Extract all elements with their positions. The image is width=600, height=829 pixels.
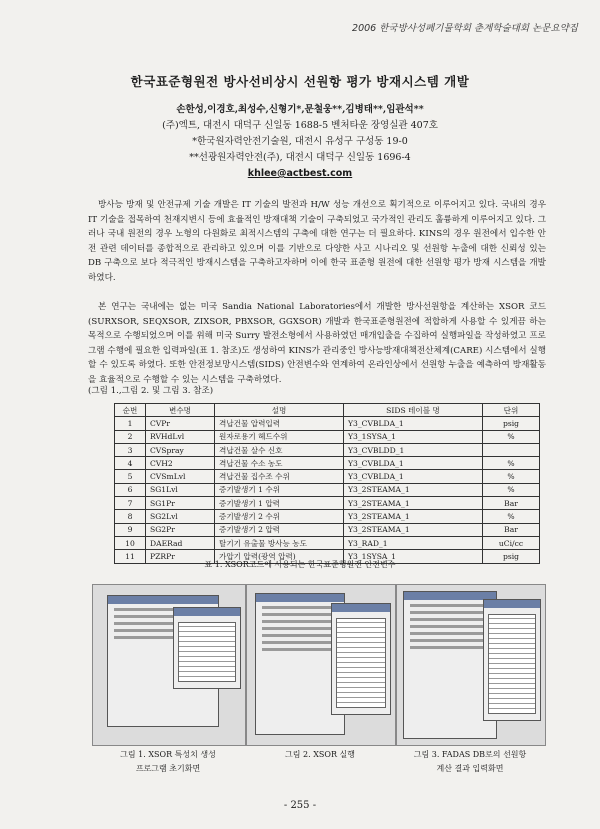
table-cell: SG1Pr bbox=[146, 497, 215, 510]
col-header: 단위 bbox=[483, 404, 540, 417]
table-cell: % bbox=[483, 470, 540, 483]
screenshot-figure-2 bbox=[246, 584, 396, 746]
table-cell: 8 bbox=[115, 510, 146, 523]
table-cell: CVSmLvl bbox=[146, 470, 215, 483]
table-row bbox=[115, 457, 540, 470]
col-header: 설명 bbox=[215, 404, 344, 417]
table-cell: Y3_CVBLDA_1 bbox=[344, 470, 483, 483]
figure-3-caption bbox=[396, 748, 544, 776]
table-row bbox=[115, 430, 540, 443]
table-cell: SG1Lvl bbox=[146, 483, 215, 496]
col-header: SIDS 테이블 명 bbox=[344, 404, 483, 417]
table-cell: 격납건물 집수조 수위 bbox=[215, 470, 344, 483]
table-cell: 증기발생기 2 수위 bbox=[215, 510, 344, 523]
table-cell: % bbox=[483, 483, 540, 496]
conference-header: 2006 한국방사성폐기물학회 춘계학술대회 논문요약집 bbox=[352, 23, 578, 34]
table-cell: 증기발생기 2 압력 bbox=[215, 523, 344, 536]
caption-line: 그림 2. XSOR 실행 bbox=[285, 750, 355, 759]
table-row bbox=[115, 470, 540, 483]
affiliation-2: *한국원자력안전기술원, 대전시 유성구 구성동 19-0 bbox=[192, 136, 408, 147]
table-cell: RVHdLvl bbox=[146, 430, 215, 443]
table-cell: uCi/cc bbox=[483, 536, 540, 549]
table-cell bbox=[483, 443, 540, 456]
table-cell: % bbox=[483, 457, 540, 470]
caption-line: 그림 3. FADAS DB로의 선원항 bbox=[413, 750, 527, 759]
authors: 손한성,이경호,최성수,신형기*,문철웅**,김병태**,임관석** bbox=[176, 104, 424, 115]
table-row bbox=[115, 417, 540, 430]
table-cell: Y3_2STEAMA_1 bbox=[344, 497, 483, 510]
table-cell: DAERad bbox=[146, 536, 215, 549]
figure-2-caption bbox=[246, 748, 394, 762]
table-cell: 9 bbox=[115, 523, 146, 536]
caption-line: 계산 결과 입력화면 bbox=[436, 764, 504, 773]
table-header-row bbox=[115, 404, 540, 417]
table-cell: Y3_2STEAMA_1 bbox=[344, 483, 483, 496]
table-cell: psig bbox=[483, 550, 540, 563]
table-row bbox=[115, 510, 540, 523]
table-cell: 11 bbox=[115, 550, 146, 563]
caption-line: 그림 1. XSOR 특성치 생성 bbox=[120, 750, 216, 759]
table-cell: 6 bbox=[115, 483, 146, 496]
paragraph-2: 본 연구는 국내에는 없는 미국 Sandia National Laboratories에서 개발한 방사선원항을 계산하는 XSOR 코드(SURXSOR, SEQXSOR, ZIXSOR, PBXSOR, GGXSOR) 개발과 한국표준형원전에 적합하게 사용할 수 있게끔 하는 목적으로 수행되었으며 이를 위해 미국 Surry 발전소형에서 사용하였던 매개입출을 수집하여 실행파일을 작성하였고 프로그램 수행에 필요한 입력파일(표 1. 참조)도 생성하여 KINS가 관리중인 방사능방재대책전산체계(CARE) 시스템에서 실행할 수 있도록 하였다. 또한 안전정보망시스템(SIDS) 안전변수와 연계하여 온라인상에서 선원항 누출을 예측하여 방재활동을 효율적으로 수행할 수 있는 시스템을 구축하였다. bbox=[88, 302, 546, 385]
table-cell: 격납건물 수소 농도 bbox=[215, 457, 344, 470]
email-link[interactable]: khlee@actbest.com bbox=[247, 168, 353, 179]
table-cell: 증기발생기 1 수위 bbox=[215, 483, 344, 496]
affiliation-3: **선광원자력안전(주), 대전시 대덕구 신일동 1696-4 bbox=[189, 152, 411, 163]
table-row bbox=[115, 536, 540, 549]
table-cell: % bbox=[483, 430, 540, 443]
table-cell: 2 bbox=[115, 430, 146, 443]
table-cell: PZRPr bbox=[146, 550, 215, 563]
table-cell: SG2Lvl bbox=[146, 510, 215, 523]
paragraph-1: 방사능 방재 및 안전규제 기술 개발은 IT 기술의 발전과 H/W 성능 개선으로 획기적으로 이루어지고 있다. 국내의 경우 IT 기술을 접목하여 천재지변시 등에 효율적인 방재대책 기술이 구축되었고 국가적인 관리도 훌륭하게 이루어지고 있다. 그러나 국내 원전의 경우 노형의 다원화로 최적시스템의 구축에 대한 연구는 더 필요하다. KINS의 경우 원전에서 입수한 안전 관련 데이터를 종합적으로 관리하고 있으며 이를 기반으로 다양한 사고 시나리오 및 선원항 누출에 대한 신뢰성 있는 DB 구축으로 보다 적극적인 방재시스템을 구축하고자하며 이에 한국 표준형 원전에 대한 선원항 평가 방재 시스템을 개발하였다. bbox=[88, 200, 546, 283]
table-cell: Y3_CVBLDD_1 bbox=[344, 443, 483, 456]
table-cell: 가압기 압력(광역 압력) bbox=[215, 550, 344, 563]
table-cell: 원자로용기 헤드수위 bbox=[215, 430, 344, 443]
table-cell: Y3_2STEAMA_1 bbox=[344, 523, 483, 536]
table-row bbox=[115, 443, 540, 456]
table-cell: 3 bbox=[115, 443, 146, 456]
table-cell: 1 bbox=[115, 417, 146, 430]
table-cell: 4 bbox=[115, 457, 146, 470]
table-row bbox=[115, 483, 540, 496]
table-cell: 탈기기 유출물 방사능 농도 bbox=[215, 536, 344, 549]
table-cell: CVH2 bbox=[146, 457, 215, 470]
col-header: 변수명 bbox=[146, 404, 215, 417]
figure-1-caption bbox=[92, 748, 244, 776]
table-cell: Y3_2STEAMA_1 bbox=[344, 510, 483, 523]
table-cell: SG2Pr bbox=[146, 523, 215, 536]
table-caption: 표 1. XSOR코드에 사용되는 한국표준형원전 안전변수 bbox=[204, 560, 396, 569]
table-cell: 증기발생기 1 압력 bbox=[215, 497, 344, 510]
table-cell: 5 bbox=[115, 470, 146, 483]
table-cell: Bar bbox=[483, 523, 540, 536]
table-cell: 7 bbox=[115, 497, 146, 510]
variables-table bbox=[114, 403, 540, 564]
table-cell: Y3_1SYSA_1 bbox=[344, 430, 483, 443]
table-row bbox=[115, 523, 540, 536]
table-cell: 격납건물 압력입력 bbox=[215, 417, 344, 430]
page-number: - 255 - bbox=[283, 800, 317, 811]
paper-title: 한국표준형원전 방사선비상시 선원항 평가 방재시스템 개발 bbox=[130, 74, 470, 89]
screenshot-figure-3 bbox=[396, 584, 546, 746]
screenshot-figure-1 bbox=[92, 584, 246, 746]
table-cell: Y3_CVBLDA_1 bbox=[344, 417, 483, 430]
table-row bbox=[115, 497, 540, 510]
table-cell: psig bbox=[483, 417, 540, 430]
col-header: 순번 bbox=[115, 404, 146, 417]
table-cell: CVSpray bbox=[146, 443, 215, 456]
table-cell: Y3_RAD_1 bbox=[344, 536, 483, 549]
table-cell: Bar bbox=[483, 497, 540, 510]
affiliation-1: (주)엑트, 대전시 대덕구 신일동 1688-5 벤처타운 장영실관 407호 bbox=[162, 120, 438, 131]
caption-line: 프로그램 초기화면 bbox=[135, 764, 201, 773]
table-cell: CVPr bbox=[146, 417, 215, 430]
table-cell: 격납건물 살수 신호 bbox=[215, 443, 344, 456]
paragraph-3: (그림 1.,그림 2. 및 그림 3. 참조) bbox=[88, 386, 214, 396]
table-cell: Y3_1SYSA_1 bbox=[344, 550, 483, 563]
table-cell: % bbox=[483, 510, 540, 523]
table-cell: 10 bbox=[115, 536, 146, 549]
table-cell: Y3_CVBLDA_1 bbox=[344, 457, 483, 470]
